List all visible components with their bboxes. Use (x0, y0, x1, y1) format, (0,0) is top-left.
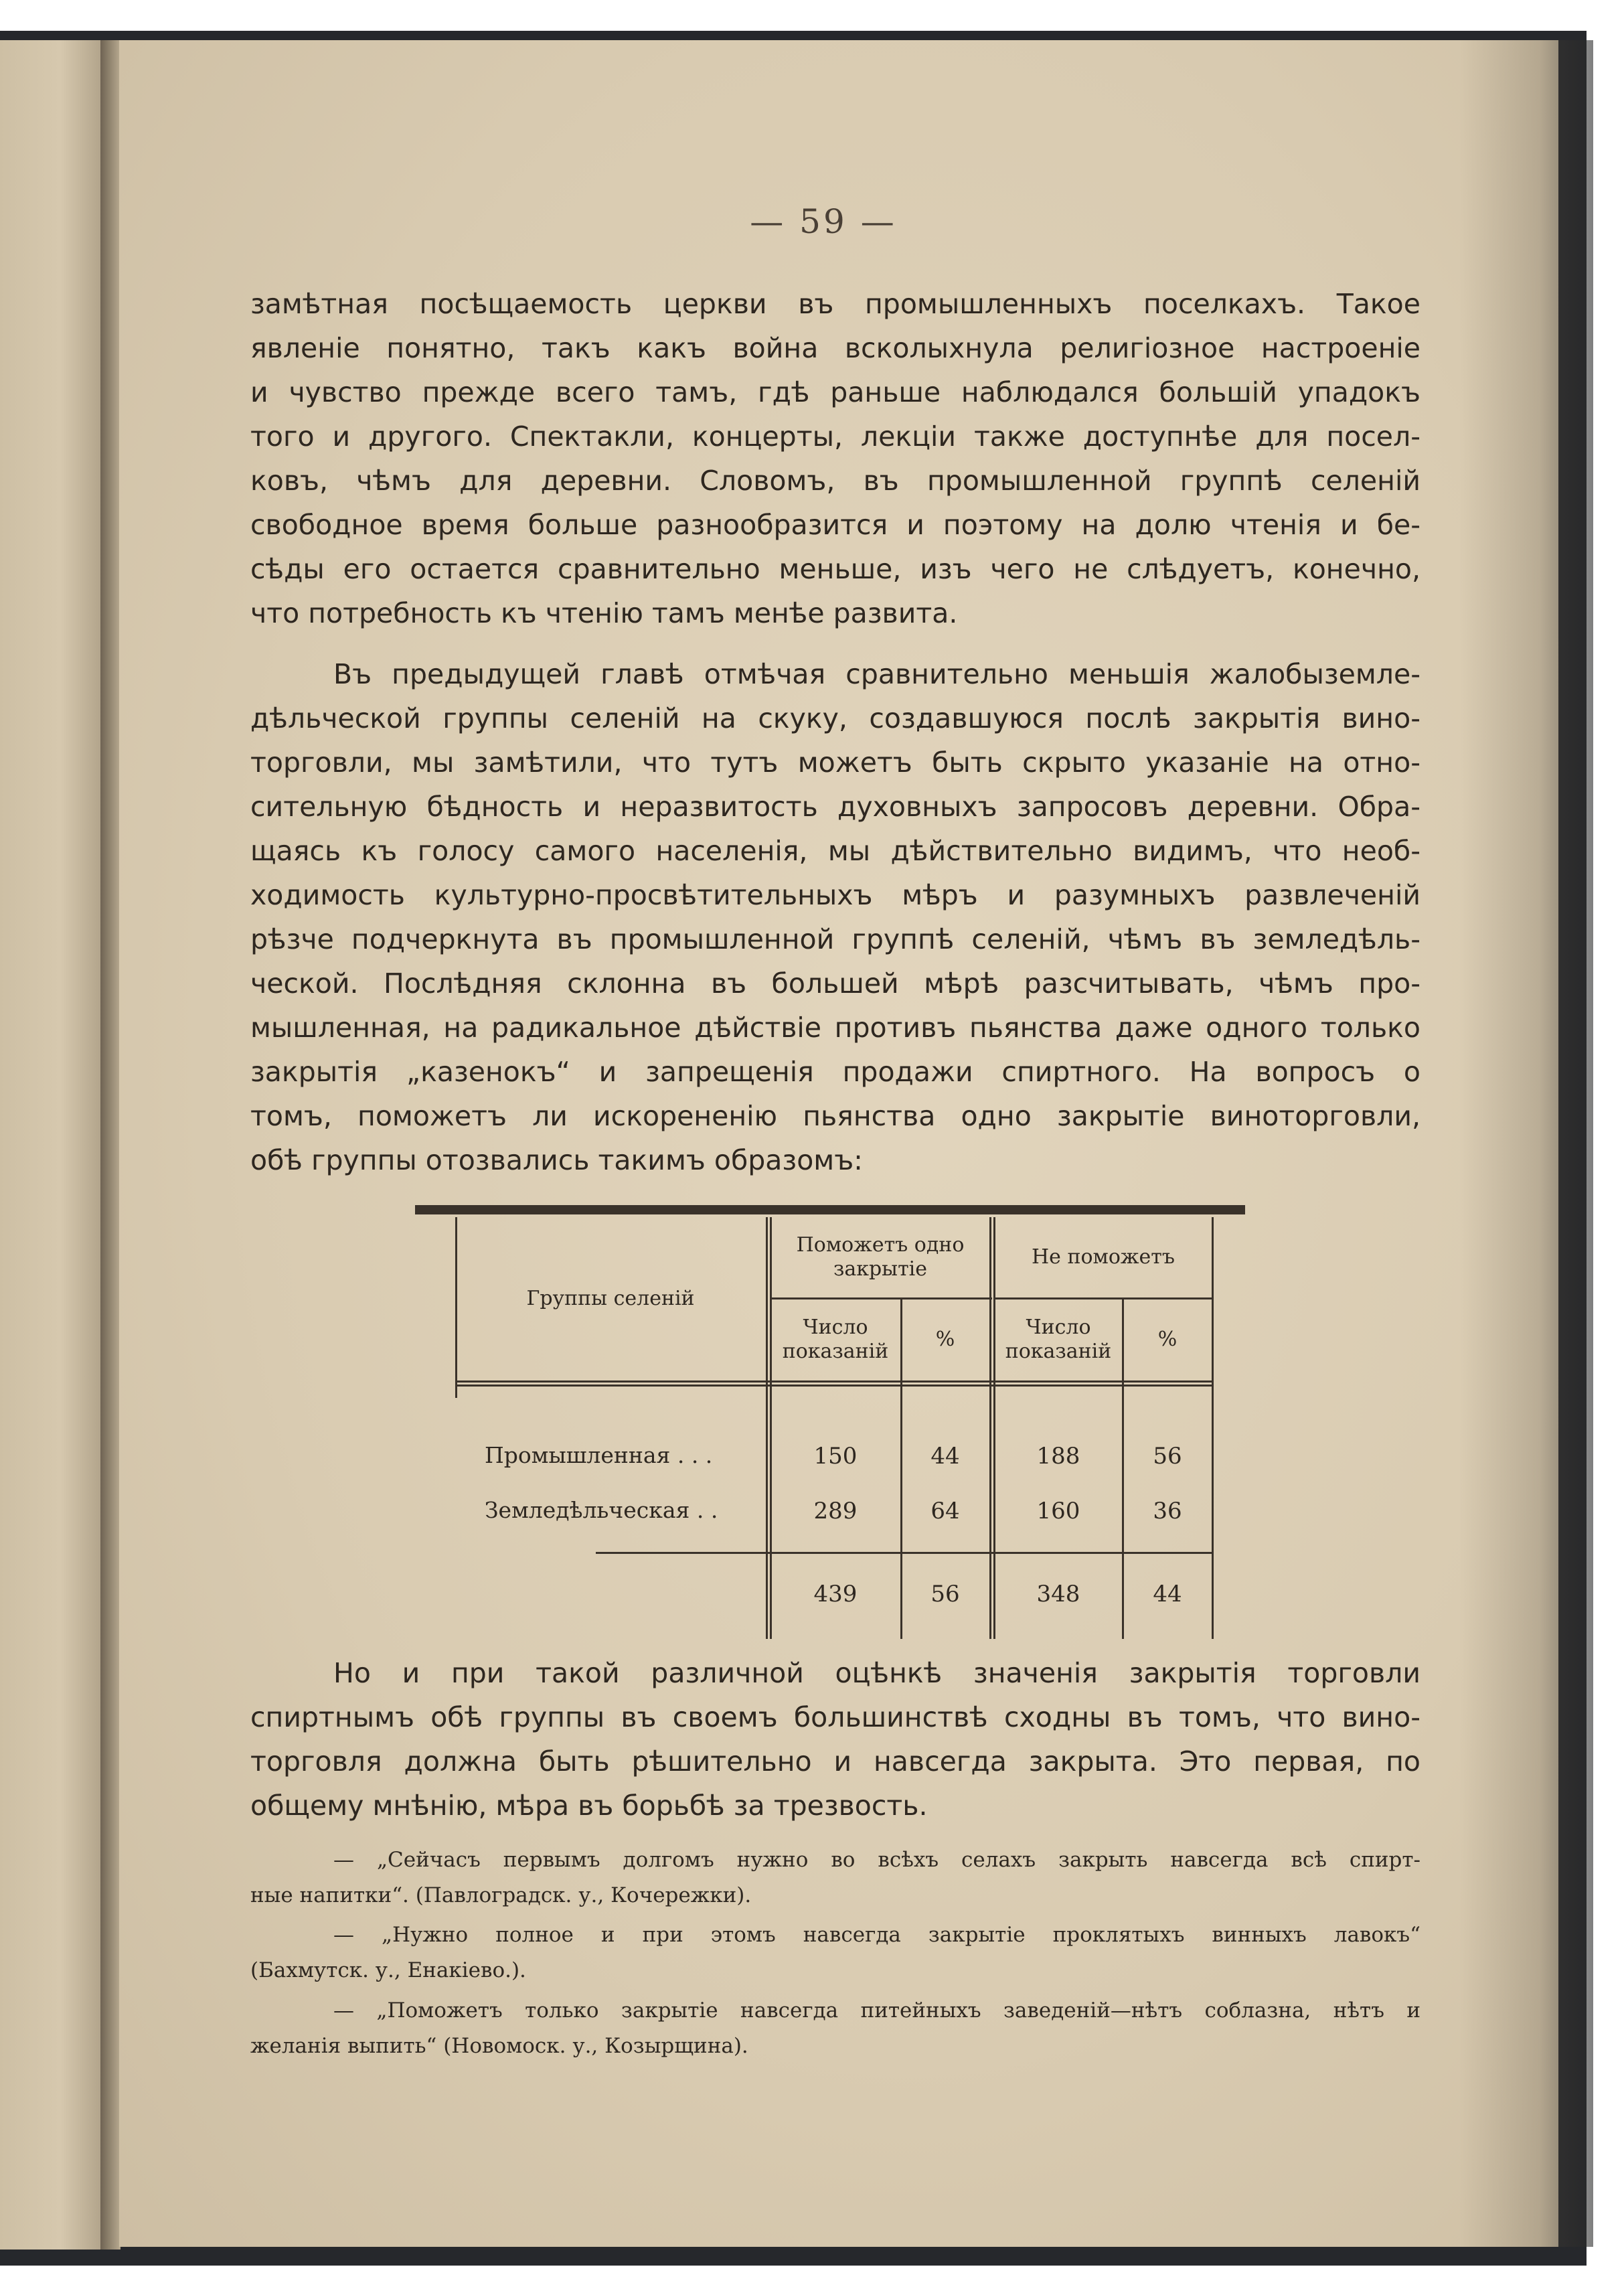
quote-line: — „Поможетъ только закрытіе навсегда питейныхъ заведеній—нѣтъ соблазна, нѣтъ и (333, 1998, 1420, 2023)
header-helps: Поможетъ одно закрытіе (796, 1233, 965, 1281)
text-line: свободное время больше разнообразится и поэтому на долю чтенія и бе- (250, 509, 1420, 541)
text-line: обѣ группы отозвались такимъ образомъ: (250, 1144, 863, 1176)
text-line: торговля должна быть рѣшительно и навсегда закрыта. Это первая, по (250, 1745, 1420, 1778)
text-line: замѣтная посѣщаемость церкви въ промышленныхъ поселкахъ. Такое (250, 288, 1420, 320)
table-total-cell: 348 (1036, 1581, 1080, 1607)
header-not-helps: Не поможетъ (1032, 1245, 1175, 1269)
table-rule (766, 1217, 768, 1639)
survey-table (415, 1205, 1245, 1640)
quote-line: — „Сейчасъ первымъ долгомъ нужно во всѣхъ селахъ закрыть навсегда всѣ спирт- (333, 1848, 1420, 1872)
text-line: спиртнымъ обѣ группы въ своемъ большинствѣ сходны въ томъ, что вино- (250, 1701, 1420, 1733)
table-cell: 188 (1036, 1443, 1080, 1470)
text-line: что потребность къ чтенію тамъ менѣе развита. (250, 597, 958, 629)
text-line: сѣды его остается сравнительно меньше, изъ чего не слѣдуетъ, конечно, (250, 553, 1420, 585)
text-line: ковъ, чѣмъ для деревни. Словомъ, въ промышленной группѣ селеній (250, 465, 1420, 497)
table-rule (993, 1217, 995, 1639)
text-line: ходимость культурно-просвѣтительныхъ мѣръ и разумныхъ развлеченій (250, 879, 1420, 911)
table-cell: 150 (813, 1443, 858, 1470)
table-rule (1212, 1217, 1214, 1639)
table-cell: 36 (1153, 1498, 1182, 1524)
table-cell: 56 (1153, 1443, 1182, 1470)
text-line: ческой. Послѣдняя склонна въ большей мѣрѣ разсчитывать, чѣмъ про- (250, 967, 1420, 1000)
text-line: дѣльческой группы селеній на скуку, создавшуюся послѣ закрытія вино- (250, 702, 1420, 734)
table-rule (455, 1385, 1213, 1387)
header-percent: % (935, 1328, 955, 1351)
quote-line: — „Нужно полное и при этомъ навсегда закрытіе проклятыхъ винныхъ лавокъ“ (333, 1923, 1420, 1947)
table-top-rule (415, 1205, 1245, 1214)
text-line: Въ предыдущей главѣ отмѣчая сравнительно меньшія жалобыземле- (333, 658, 1420, 690)
text-line: явленіе понятно, такъ какъ война всколыхнула религіозное настроеніе (250, 332, 1420, 364)
table-rule (455, 1217, 457, 1398)
page-number: — 59 — (750, 202, 897, 241)
table-cell: 289 (813, 1498, 858, 1524)
quote-line: желанія выпить“ (Новомоск. у., Козырщина). (250, 2034, 748, 2058)
facing-page-edge (0, 40, 100, 2250)
header-count: Число показаній (1005, 1316, 1112, 1363)
text-line: торговли, мы замѣтили, что тутъ можетъ быть скрыто указаніе на отно- (250, 746, 1420, 779)
text-line: мышленная, на радикальное дѣйствіе противъ пьянства даже одного только (250, 1012, 1420, 1044)
text-line: и чувство прежде всего тамъ, гдѣ раньше наблюдался большій упадокъ (250, 376, 1420, 408)
table-cell: 44 (930, 1443, 960, 1470)
table-rule (770, 1217, 772, 1639)
table-rule (455, 1381, 1213, 1383)
quote-line: ные напитки“. (Павлоградск. у., Кочережки). (250, 1883, 752, 1907)
text-line: томъ, поможетъ ли искорененію пьянства одно закрытіе виноторговли, (250, 1100, 1420, 1132)
row-label: Промышленная . . . (485, 1442, 713, 1468)
table-rule (989, 1217, 991, 1639)
text-line: закрытія „казенокъ“ и запрещенія продажи спиртного. На вопросъ о (250, 1056, 1420, 1088)
header-count: Число показаній (782, 1316, 889, 1363)
table-total-cell: 439 (813, 1581, 858, 1607)
text-line: рѣзче подчеркнута въ промышленной группѣ селеній, чѣмъ въ земледѣль- (250, 923, 1420, 955)
row-label: Земледѣльческая . . (485, 1497, 718, 1523)
text-line: щаясь къ голосу самого населенія, мы дѣйствительно видимъ, что необ- (250, 835, 1420, 867)
text-line: сительную бѣдность и неразвитость духовныхъ запросовъ деревни. Обра- (250, 791, 1420, 823)
header-group: Группы селеній (526, 1287, 695, 1310)
table-cell: 160 (1036, 1498, 1080, 1524)
table-cell: 64 (930, 1498, 960, 1524)
text-line: того и другого. Спектакли, концерты, лекціи также доступнѣе для посел- (250, 420, 1420, 453)
table-rule (596, 1552, 1213, 1554)
table-total-cell: 44 (1153, 1581, 1182, 1607)
text-line: общему мнѣнію, мѣра въ борьбѣ за трезвость. (250, 1790, 928, 1822)
table-rule (993, 1297, 1213, 1299)
quote-line: (Бахмутск. у., Енакіево.). (250, 1958, 526, 1982)
text-line: Но и при такой различной оцѣнкѣ значенія закрытія торговли (333, 1657, 1420, 1689)
spine-shadow (100, 40, 120, 2250)
header-percent: % (1157, 1328, 1178, 1351)
table-rule (770, 1297, 992, 1299)
table-total-cell: 56 (930, 1581, 960, 1607)
page-curl-shadow (1459, 40, 1593, 2247)
